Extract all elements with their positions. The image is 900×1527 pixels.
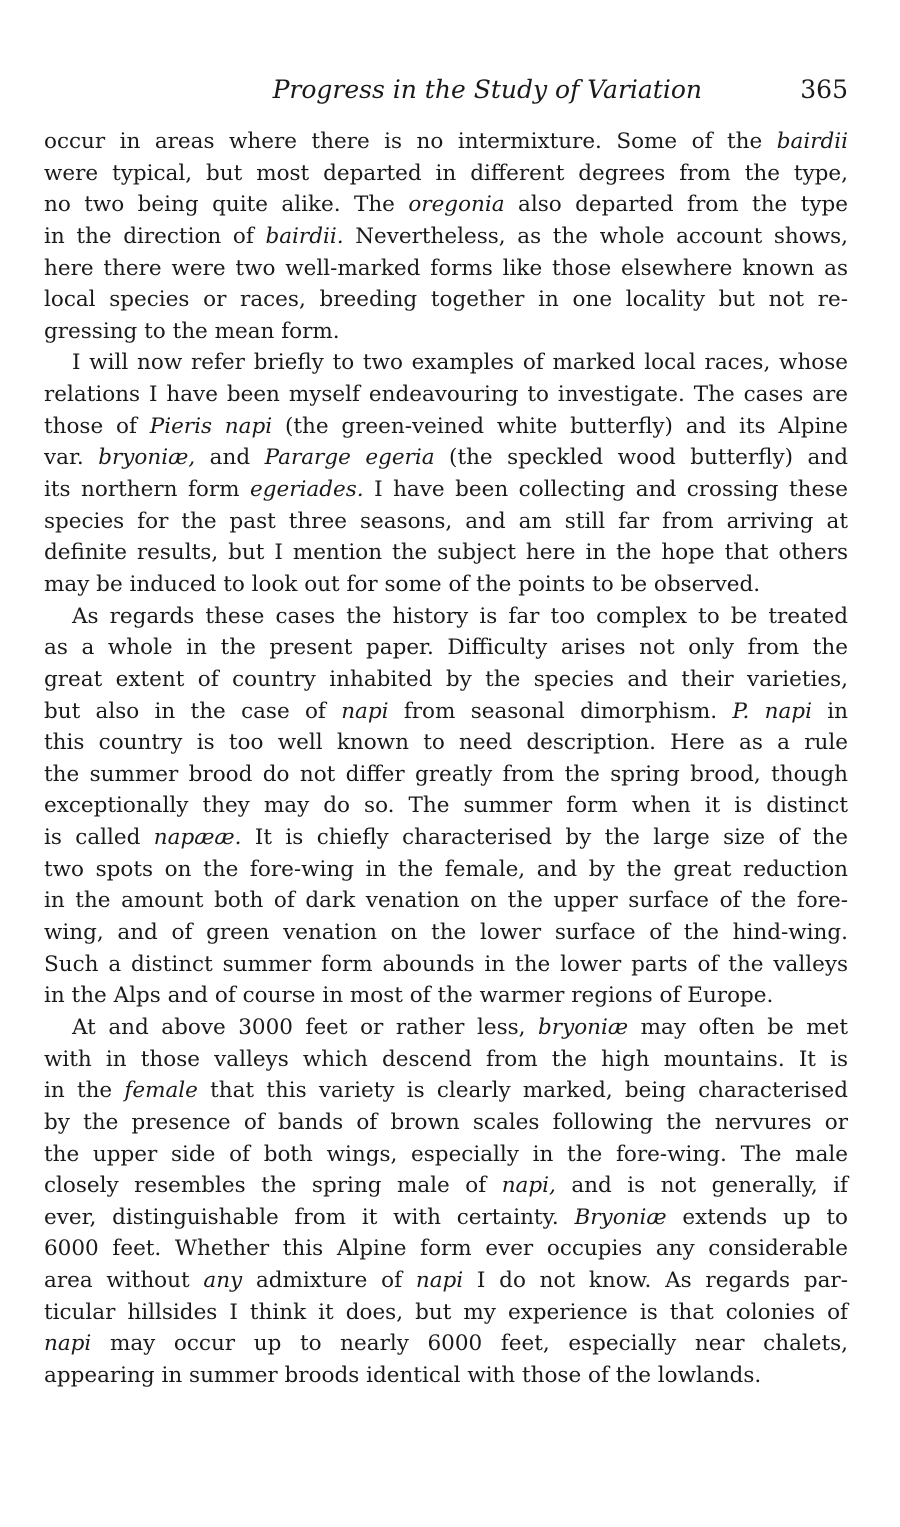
text-run: occur in areas where there is no intermixture. Some of the <box>44 129 777 154</box>
text-line <box>44 1139 848 1171</box>
text-run: (the green-veined white butterfly) and its Alpine <box>272 413 848 439</box>
paragraph <box>44 126 848 347</box>
italic-term: bairdii <box>776 129 848 154</box>
italic-term: napi <box>341 698 389 724</box>
text-run: ever, distinguishable from it with certainty. <box>44 1204 575 1230</box>
text-line <box>44 1297 848 1329</box>
text-run: definite results, but I mention the subject here in the hope that others <box>44 540 848 566</box>
text-line <box>44 696 848 728</box>
text-line <box>44 189 848 221</box>
paragraph <box>44 1012 848 1392</box>
text-line <box>44 1202 848 1234</box>
text-run: appearing in summer broods identical with those of the lowlands. <box>44 1362 762 1388</box>
italic-term: napææ. <box>153 825 242 851</box>
text-line <box>44 632 848 664</box>
text-run: the upper side of both wings, especially in the fore-wing. The male <box>44 1141 848 1167</box>
text-line <box>44 1265 848 1297</box>
text-line <box>44 221 848 253</box>
text-line <box>44 1233 848 1265</box>
italic-term: egeriades. <box>250 477 364 503</box>
italic-term: oregonia <box>408 192 505 218</box>
text-run: var. <box>44 445 99 471</box>
text-run: As regards these cases the history is far too complex to be treated <box>72 603 848 629</box>
italic-term: napi <box>44 1331 92 1357</box>
text-line <box>44 411 848 443</box>
text-run: in the Alps and of course in most of the warmer regions of Europe. <box>44 983 774 1009</box>
text-line <box>44 253 848 285</box>
italic-term: Bryoniæ <box>574 1204 667 1230</box>
text-line <box>44 885 848 917</box>
text-run: Nevertheless, as the whole account shows, <box>343 223 848 249</box>
text-line <box>44 790 848 822</box>
text-line <box>44 1360 848 1392</box>
text-line <box>44 949 848 981</box>
italic-term: napi <box>415 1268 464 1294</box>
italic-term: Pararge egeria <box>264 445 435 471</box>
text-line <box>44 506 848 538</box>
body-text <box>44 126 848 1392</box>
paragraph <box>44 347 848 600</box>
text-run: great extent of country inhabited by the species and their varieties, <box>44 666 848 692</box>
text-line <box>44 126 848 158</box>
text-line <box>44 347 848 379</box>
running-title: Progress in the Study of Variation <box>272 75 702 104</box>
page-number: 365 <box>800 75 848 104</box>
text-run: here there were two well-marked forms like those elsewhere known as <box>44 255 848 281</box>
text-run: no two being quite alike. The <box>44 192 409 218</box>
italic-term: P. napi <box>732 698 812 724</box>
text-run: local species or races, breeding together in one locality but not re- <box>44 287 848 313</box>
italic-term: bryoniæ <box>538 1014 629 1040</box>
text-line <box>44 379 848 411</box>
running-head <box>42 72 852 108</box>
text-run: the summer brood do not differ greatly from the spring brood, though <box>44 761 848 787</box>
text-line <box>44 537 848 569</box>
text-line <box>44 1328 848 1360</box>
text-run: I will now refer briefly to two examples of marked local races, whose <box>72 350 848 376</box>
text-run: is called <box>44 825 154 851</box>
text-run: At and above 3000 feet or rather less, <box>72 1014 539 1040</box>
text-line <box>44 980 848 1012</box>
italic-term: napi, <box>501 1173 556 1199</box>
text-run: also departed from the type <box>504 192 848 218</box>
text-line <box>44 442 848 474</box>
text-run: and is not generally, if <box>555 1173 848 1199</box>
text-run: in the direction of <box>44 223 266 249</box>
text-run: and <box>195 445 265 471</box>
text-run: ticular hillsides I think it does, but my experience is that colonies of <box>44 1299 848 1325</box>
text-run: as a whole in the present paper. Difficulty arises not only from the <box>44 635 848 661</box>
text-line <box>44 854 848 886</box>
text-run: in the <box>44 1078 125 1104</box>
text-line <box>44 569 848 601</box>
italic-term: any <box>203 1268 243 1294</box>
text-run: in <box>811 698 848 724</box>
text-run: that this variety is clearly marked, being characterised <box>197 1078 849 1104</box>
text-line <box>44 822 848 854</box>
text-run: gressing to the mean form. <box>44 318 340 344</box>
text-run: by the presence of bands of brown scales following the nervures or <box>44 1109 848 1135</box>
text-run: I have been collecting and crossing these <box>363 477 849 503</box>
italic-term: female <box>124 1078 198 1104</box>
text-line <box>44 1170 848 1202</box>
text-line <box>44 474 848 506</box>
text-run: extends up to <box>666 1204 848 1230</box>
text-line <box>44 727 848 759</box>
italic-term: bairdii. <box>265 223 344 249</box>
text-run: wing, and of green venation on the lower surface of the hind-wing. <box>44 920 848 946</box>
text-run: Such a distinct summer form abounds in the lower parts of the valleys <box>44 951 848 977</box>
text-run: (the speckled wood butterfly) and <box>434 445 848 471</box>
paragraph <box>44 601 848 1012</box>
text-line <box>44 917 848 949</box>
italic-term: bryoniæ, <box>98 445 196 471</box>
text-run: two spots on the fore-wing in the female, and by the great reduction <box>44 856 848 882</box>
text-line <box>44 601 848 633</box>
text-line <box>44 1012 848 1044</box>
text-run: It is chiefly characterised by the large size of the <box>241 825 848 851</box>
text-run: this country is too well known to need description. Here as a rule <box>44 730 848 756</box>
text-line <box>44 664 848 696</box>
text-line <box>44 1075 848 1107</box>
text-run: may be induced to look out for some of the points to be observed. <box>44 571 761 597</box>
text-run: but also in the case of <box>44 698 342 724</box>
text-run: relations I have been myself endeavouring to investigate. The cases are <box>44 382 848 408</box>
text-run: may often be met <box>628 1014 848 1040</box>
text-line <box>44 284 848 316</box>
text-run: those of <box>44 413 150 439</box>
text-run: its northern form <box>44 477 251 503</box>
italic-term: Pieris napi <box>149 413 273 439</box>
text-run: in the amount both of dark venation on the upper surface of the fore- <box>44 888 848 914</box>
text-run: 6000 feet. Whether this Alpine form ever occupies any considerable <box>44 1236 848 1262</box>
text-run: species for the past three seasons, and am still far from arriving at <box>44 508 848 534</box>
text-run: from seasonal dimorphism. <box>388 698 733 724</box>
text-run: exceptionally they may do so. The summer form when it is distinct <box>44 793 848 819</box>
text-line <box>44 759 848 791</box>
text-line <box>44 1044 848 1076</box>
text-run: I do not know. As regards par- <box>463 1268 848 1294</box>
text-run: admixture of <box>242 1268 416 1294</box>
text-run: may occur up to nearly 6000 feet, especially near chalets, <box>91 1331 848 1357</box>
text-run: closely resembles the spring male of <box>44 1173 502 1199</box>
text-run: were typical, but most departed in different degrees from the type, <box>44 160 848 186</box>
text-run: with in those valleys which descend from the high mountains. It is <box>44 1046 848 1072</box>
text-run: area without <box>44 1268 204 1294</box>
text-line <box>44 158 848 190</box>
text-line <box>44 316 848 348</box>
text-line <box>44 1107 848 1139</box>
